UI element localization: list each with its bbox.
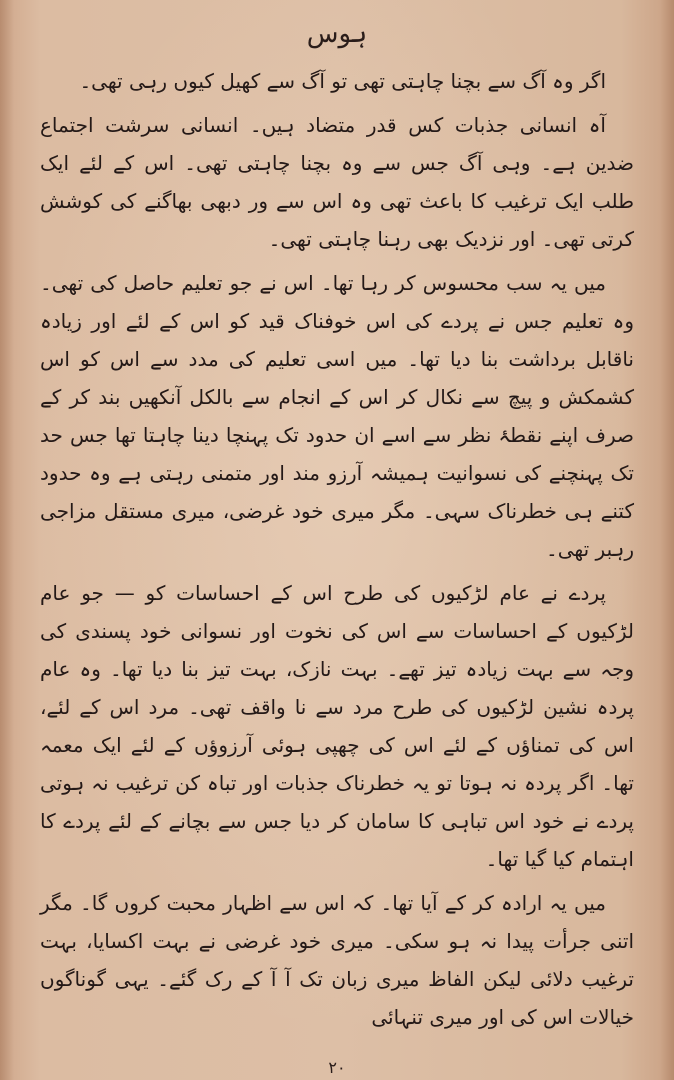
- body-text: [40, 62, 634, 1042]
- page-edge-shadow-right: [660, 0, 674, 1080]
- paragraph-1: اگر وہ آگ سے بچنا چاہتی تھی تو آگ سے کھیل کیوں رہی تھی۔: [79, 69, 606, 93]
- paragraph-5: میں یہ ارادہ کر کے آیا تھا۔ کہ اس سے اظہار محبت کروں گا۔ مگر اتنی جرأت پیدا نہ ہو سکی۔ میری خود غرضی نے بہت اکسایا، بہت ترغیب دلائی لیکن الفاظ میری زبان تک آ آ کے رک گئے۔ یہی گوناگوں خیالات اس کی اور میری تنہائی: [40, 891, 634, 1029]
- page-edge-shadow-left: [0, 0, 14, 1080]
- paragraph-2: آہ انسانی جذبات کس قدر متضاد ہیں۔ انسانی سرشت اجتماع ضدین ہے۔ وہی آگ جس سے وہ بچنا چاہتی تھی۔ اس کے لئے ایک طلب ایک ترغیب کا باعث تھی وہ اس سے ور دبھی بھاگنے کی کوشش کرتی تھی۔ اور نزدیک بھی رہنا چاہتی تھی۔: [40, 113, 634, 251]
- paragraph-4: پردے نے عام لڑکیوں کی طرح اس کے احساسات کو — جو عام لڑکیوں کے احساسات سے اس کی نخوت اور نسوانی خود پسندی کی وجہ سے بہت زیادہ تیز تھے۔ بہت نازک، بہت تیز بنا دیا تھا۔ وہ عام پردہ نشین لڑکیوں کی طرح مرد سے نا واقف تھی۔ مرد اس کے لئے، اس کی تمناؤں کے لئے اس کی چھپی ہوئی آرزوؤں کے لئے ایک معمہ تھا۔ اگر پردہ نہ ہوتا تو یہ خطرناک جذبات اور تباہ کن ترغیب نہ ہوتی پردے نے خود اس تباہی کا سامان کر دیا جس سے بچانے کے لئے پردے کا اہتمام کیا گیا تھا۔: [40, 581, 634, 871]
- paragraph-3: میں یہ سب محسوس کر رہا تھا۔ اس نے جو تعلیم حاصل کی تھی۔ وہ تعلیم جس نے پردے کی اس خوفناک قید کو اس کے لئے اور زیادہ ناقابل برداشت بنا دیا تھا۔ میں اسی تعلیم کی مدد سے اس کو اس کشمکش و پیچ سے نکال کر اس کے انجام سے بالکل آنکھیں بند کر کے صرف اپنے نقطۂ نظر سے اسے ان حدود تک پہنچا دینا چاہتا تھا جس حد تک پہنچنے کی نسوانیت ہمیشہ آرزو مند اور متمنی رہتی ہے وہ حدود کتنے ہی خطرناک سہی۔ مگر میری خود غرضی، میری مستقل مزاجی رہبر تھی۔: [40, 271, 634, 561]
- page-header-title: ہوس: [306, 19, 368, 49]
- page-number: ۲۰: [328, 1058, 346, 1077]
